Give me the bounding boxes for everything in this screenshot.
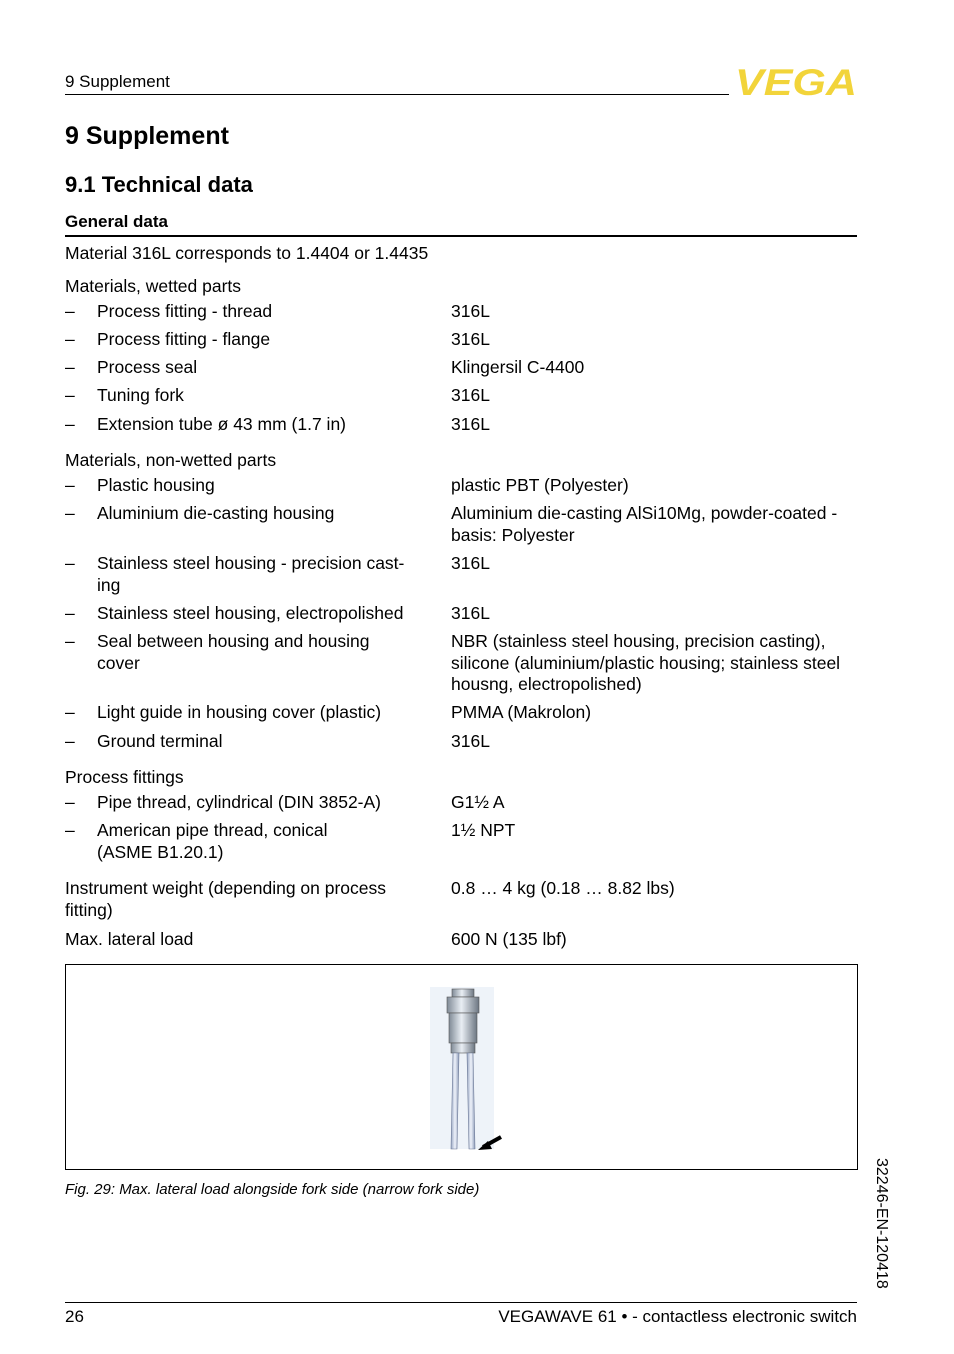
list-dash: – — [65, 329, 75, 349]
row-label: Tuning fork — [97, 385, 184, 405]
list-dash: – — [65, 820, 75, 840]
row-value: 316L — [451, 385, 490, 405]
page-number: 26 — [65, 1307, 84, 1326]
wetted-parts-title: Materials, wetted parts — [65, 276, 242, 296]
row-label: Instrument weight (depending on process — [65, 878, 387, 898]
general-data-heading: General data — [65, 212, 168, 231]
row-value: 0.8 … 4 kg (0.18 … 8.82 lbs) — [451, 878, 675, 898]
row-label: American pipe thread, conical — [97, 820, 328, 840]
row-label: Ground terminal — [97, 731, 223, 751]
list-dash: – — [65, 553, 75, 573]
row-value: 316L — [451, 603, 490, 623]
list-dash: – — [65, 631, 75, 651]
row-label: Process fitting - thread — [97, 301, 273, 321]
document-code: 32246-EN-120418 — [873, 1158, 890, 1289]
row-label: Process fitting - flange — [97, 329, 271, 349]
row-value: basis: Polyester — [451, 525, 575, 545]
figure-caption: Fig. 29: Max. lateral load alongside fork side (narrow fork side) — [65, 1181, 480, 1198]
row-value: G1½ A — [451, 792, 505, 812]
row-label: ing — [97, 575, 121, 595]
list-dash: – — [65, 603, 75, 623]
nonwetted-parts-title: Materials, non-wetted parts — [65, 450, 277, 470]
subsection-title: 9.1 Technical data — [65, 172, 253, 197]
list-dash: – — [65, 503, 75, 523]
figure-frame — [65, 964, 858, 1170]
list-dash: – — [65, 731, 75, 751]
list-dash: – — [65, 475, 75, 495]
list-dash: – — [65, 702, 75, 722]
list-dash: – — [65, 792, 75, 812]
row-label: Max. lateral load — [65, 929, 194, 949]
row-label: Stainless steel housing - precision cast- — [97, 553, 405, 573]
list-dash: – — [65, 414, 75, 434]
row-label: Plastic housing — [97, 475, 215, 495]
row-value: PMMA (Makrolon) — [451, 702, 592, 722]
tuning-fork-illustration — [426, 983, 536, 1163]
row-value: 316L — [451, 329, 490, 349]
row-label: (ASME B1.20.1) — [97, 842, 224, 862]
row-label: Aluminium die-casting housing — [97, 503, 335, 523]
list-dash: – — [65, 385, 75, 405]
row-label: Pipe thread, cylindrical (DIN 3852-A) — [97, 792, 382, 812]
heading-rule — [65, 235, 857, 237]
row-value: silicone (aluminium/plastic housing; stainless steel — [451, 653, 841, 673]
row-value: 316L — [451, 414, 490, 434]
row-label: Process seal — [97, 357, 198, 377]
row-value: Klingersil C-4400 — [451, 357, 585, 377]
row-label: fitting) — [65, 900, 113, 920]
svg-text:VEGA: VEGA — [735, 66, 857, 98]
row-value: NBR (stainless steel housing, precision casting), — [451, 631, 826, 651]
list-dash: – — [65, 357, 75, 377]
row-value: 316L — [451, 553, 490, 573]
row-label: cover — [97, 653, 140, 673]
row-value: plastic PBT (Polyester) — [451, 475, 629, 495]
row-value: 600 N (135 lbf) — [451, 929, 567, 949]
vega-logo — [735, 66, 857, 98]
footer-rule — [65, 1302, 857, 1303]
header-rule — [65, 94, 729, 95]
row-value: Aluminium die-casting AlSi10Mg, powder-coated - — [451, 503, 838, 523]
row-value: 316L — [451, 731, 490, 751]
row-label: Light guide in housing cover (plastic) — [97, 702, 382, 722]
footer-title: VEGAWAVE 61 • - contactless electronic switch — [498, 1307, 857, 1326]
row-value: housng, electropolished) — [451, 674, 642, 694]
list-dash: – — [65, 301, 75, 321]
row-label: Extension tube ø 43 mm (1.7 in) — [97, 414, 346, 434]
material-note: Material 316L corresponds to 1.4404 or 1.4435 — [65, 243, 429, 263]
row-value: 1½ NPT — [451, 820, 516, 840]
process-fittings-title: Process fittings — [65, 767, 184, 787]
row-value: 316L — [451, 301, 490, 321]
row-label: Stainless steel housing, electropolished — [97, 603, 404, 623]
running-head: 9 Supplement — [65, 72, 170, 91]
section-title: 9 Supplement — [65, 122, 229, 150]
row-label: Seal between housing and housing — [97, 631, 370, 651]
